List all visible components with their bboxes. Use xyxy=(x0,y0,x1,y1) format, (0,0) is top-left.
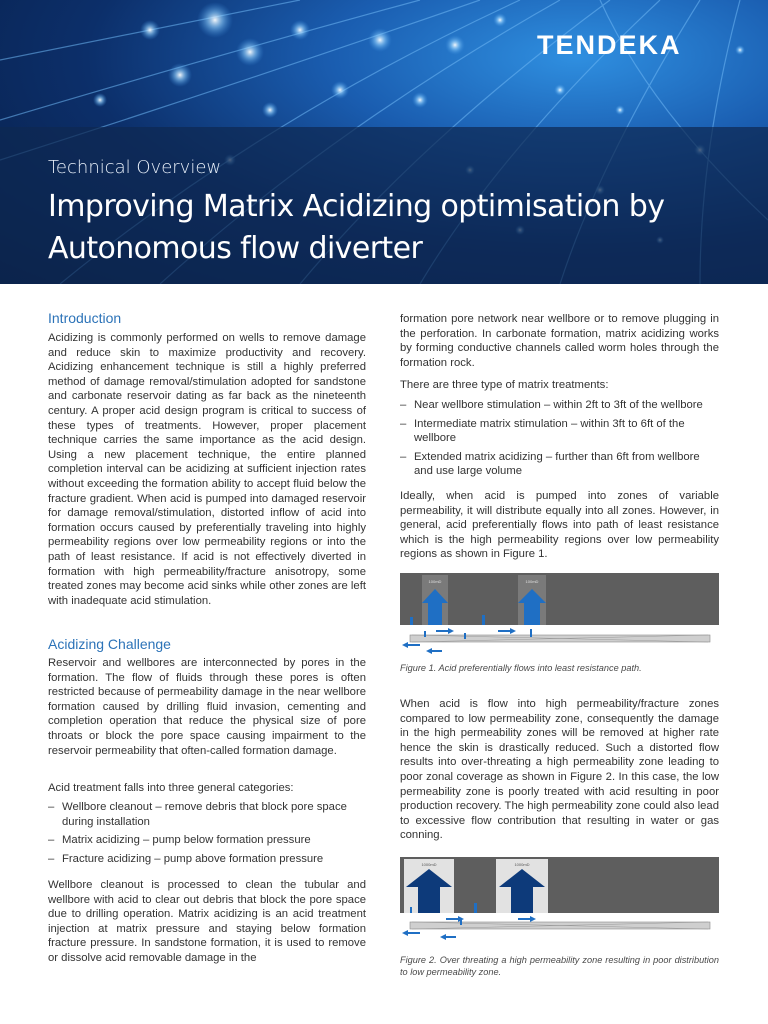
figure-2-caption: Figure 2. Over threating a high permeability zone resulting in poor distribution to low permeability zone. xyxy=(400,955,719,977)
svg-text:1000mD: 1000mD xyxy=(421,862,437,867)
ideally-paragraph: Ideally, when acid is pumped into zones of variable permeability, it will distribute equally into all zones. However, in general, acid preferentially flows into path of least resistance which is the high permeability regions over low permeability regions as shown in Figure 1. xyxy=(400,490,719,561)
company-logo[interactable]: TENDEKA xyxy=(537,30,682,60)
document-title: Improving Matrix Acidizing optimisation by Autonomous flow diverter xyxy=(48,189,665,266)
challenge-paragraph: Reservoir and wellbores are interconnected by pores in the formation. The flow of fluids through these pores is often restricted because of permeability damage in the near wellbore formation caused by drilling fluid invasion, cementing and completion operation that reduce the physical size of pore throats or block the pore space causing impairment to the reservoir permeability that often-called formation damage. xyxy=(48,657,366,757)
section-heading-introduction: Introduction xyxy=(48,310,122,326)
distorted-flow-paragraph: When acid is flow into high permeability/fracture zones compared to low permeability zone, consequently the damage in the high permeability zones will be removed at higher rate hence the skin is drastically reduced. Such a distorted flow results into over-threating a high permeability zone leading to poor zonal coverage as shown in Figure 2. In this case, the low permeability zone is poorly treated with acid resulting in poor production recovery. The high permeability zone could also lead to excessive flow contribution that resulting in water or gas conning. xyxy=(400,698,719,842)
treatment-types-list xyxy=(400,398,719,483)
section-heading-acidizing-challenge: Acidizing Challenge xyxy=(48,636,171,652)
document-kicker: Technical Overview xyxy=(48,157,222,178)
figure-2 xyxy=(400,857,719,942)
treatment-types-intro: There are three type of matrix treatments: xyxy=(400,379,609,391)
continued-paragraph: formation pore network near wellbore or to remove plugging in the perforation. In carbonate formation, matrix acidizing works by forming conductive channels called worm holes through the formation rock. xyxy=(400,313,719,369)
list-item: – Fracture acidizing – pump above formation pressure xyxy=(48,852,366,867)
header-banner xyxy=(0,0,768,284)
list-item: – Intermediate matrix stimulation – within 3ft to 6ft of the wellbore xyxy=(400,417,719,446)
figure-2-diagram xyxy=(400,857,719,942)
list-item: – Wellbore cleanout – remove debris that block pore space during installation xyxy=(48,800,366,829)
svg-text:100mD: 100mD xyxy=(428,579,442,584)
figure-1-diagram xyxy=(400,573,719,655)
figure-1-caption: Figure 1. Acid preferentially flows into least resistance path. xyxy=(400,663,642,673)
categories-intro: Acid treatment falls into three general categories: xyxy=(48,782,294,794)
svg-text:1000mD: 1000mD xyxy=(514,862,530,867)
figure-1 xyxy=(400,573,719,655)
list-item: – Near wellbore stimulation – within 2ft to 3ft of the wellbore xyxy=(400,398,719,413)
svg-text:100mD: 100mD xyxy=(525,579,539,584)
categories-list xyxy=(48,800,366,870)
list-item: – Extended matrix acidizing – further than 6ft from wellbore and use large volume xyxy=(400,450,719,479)
cleanout-paragraph: Wellbore cleanout is processed to clean the tubular and wellbore with acid to clear out debris that block the pore space due to drilling operation. Matrix acidizing is an acid treatment injection at matrix pressure and staying below formation fracture pressure. In sandstone formation, it is used to remove or dissolve acid removable damage in the xyxy=(48,879,366,964)
introduction-paragraph: Acidizing is commonly performed on wells to remove damage and reduce skin to maximize productivity and recovery. Acidizing enhancement technique is still a highly preferred method of damage removal/stimulation adopted for sandstone and carbonate reservoir dating as far back as the nineteenth century. A proper acid design program is critical to success of these types of treatments. However, proper placement technique carries the same importance as the acid design. Using a new placement technique, the entire planned completion interval can be acidizing at sufficient injection rates without exceeding the formation ability to accept fluid below the fracture gradient. When acid is pumped into damaged reservoir for damage removal/stimulation, distorted inflow of acid into formation occurs caused by preferentially traveling into highly permeability regions over low permeability regions or into the path of least resistance. If acid is not effectively diverted in formation with high permeability/fracture anisotropy, some treated zones may become acid sinks while other zones are left with inadequate acid stimulation. xyxy=(48,332,366,607)
list-item: – Matrix acidizing – pump below formation pressure xyxy=(48,833,366,848)
